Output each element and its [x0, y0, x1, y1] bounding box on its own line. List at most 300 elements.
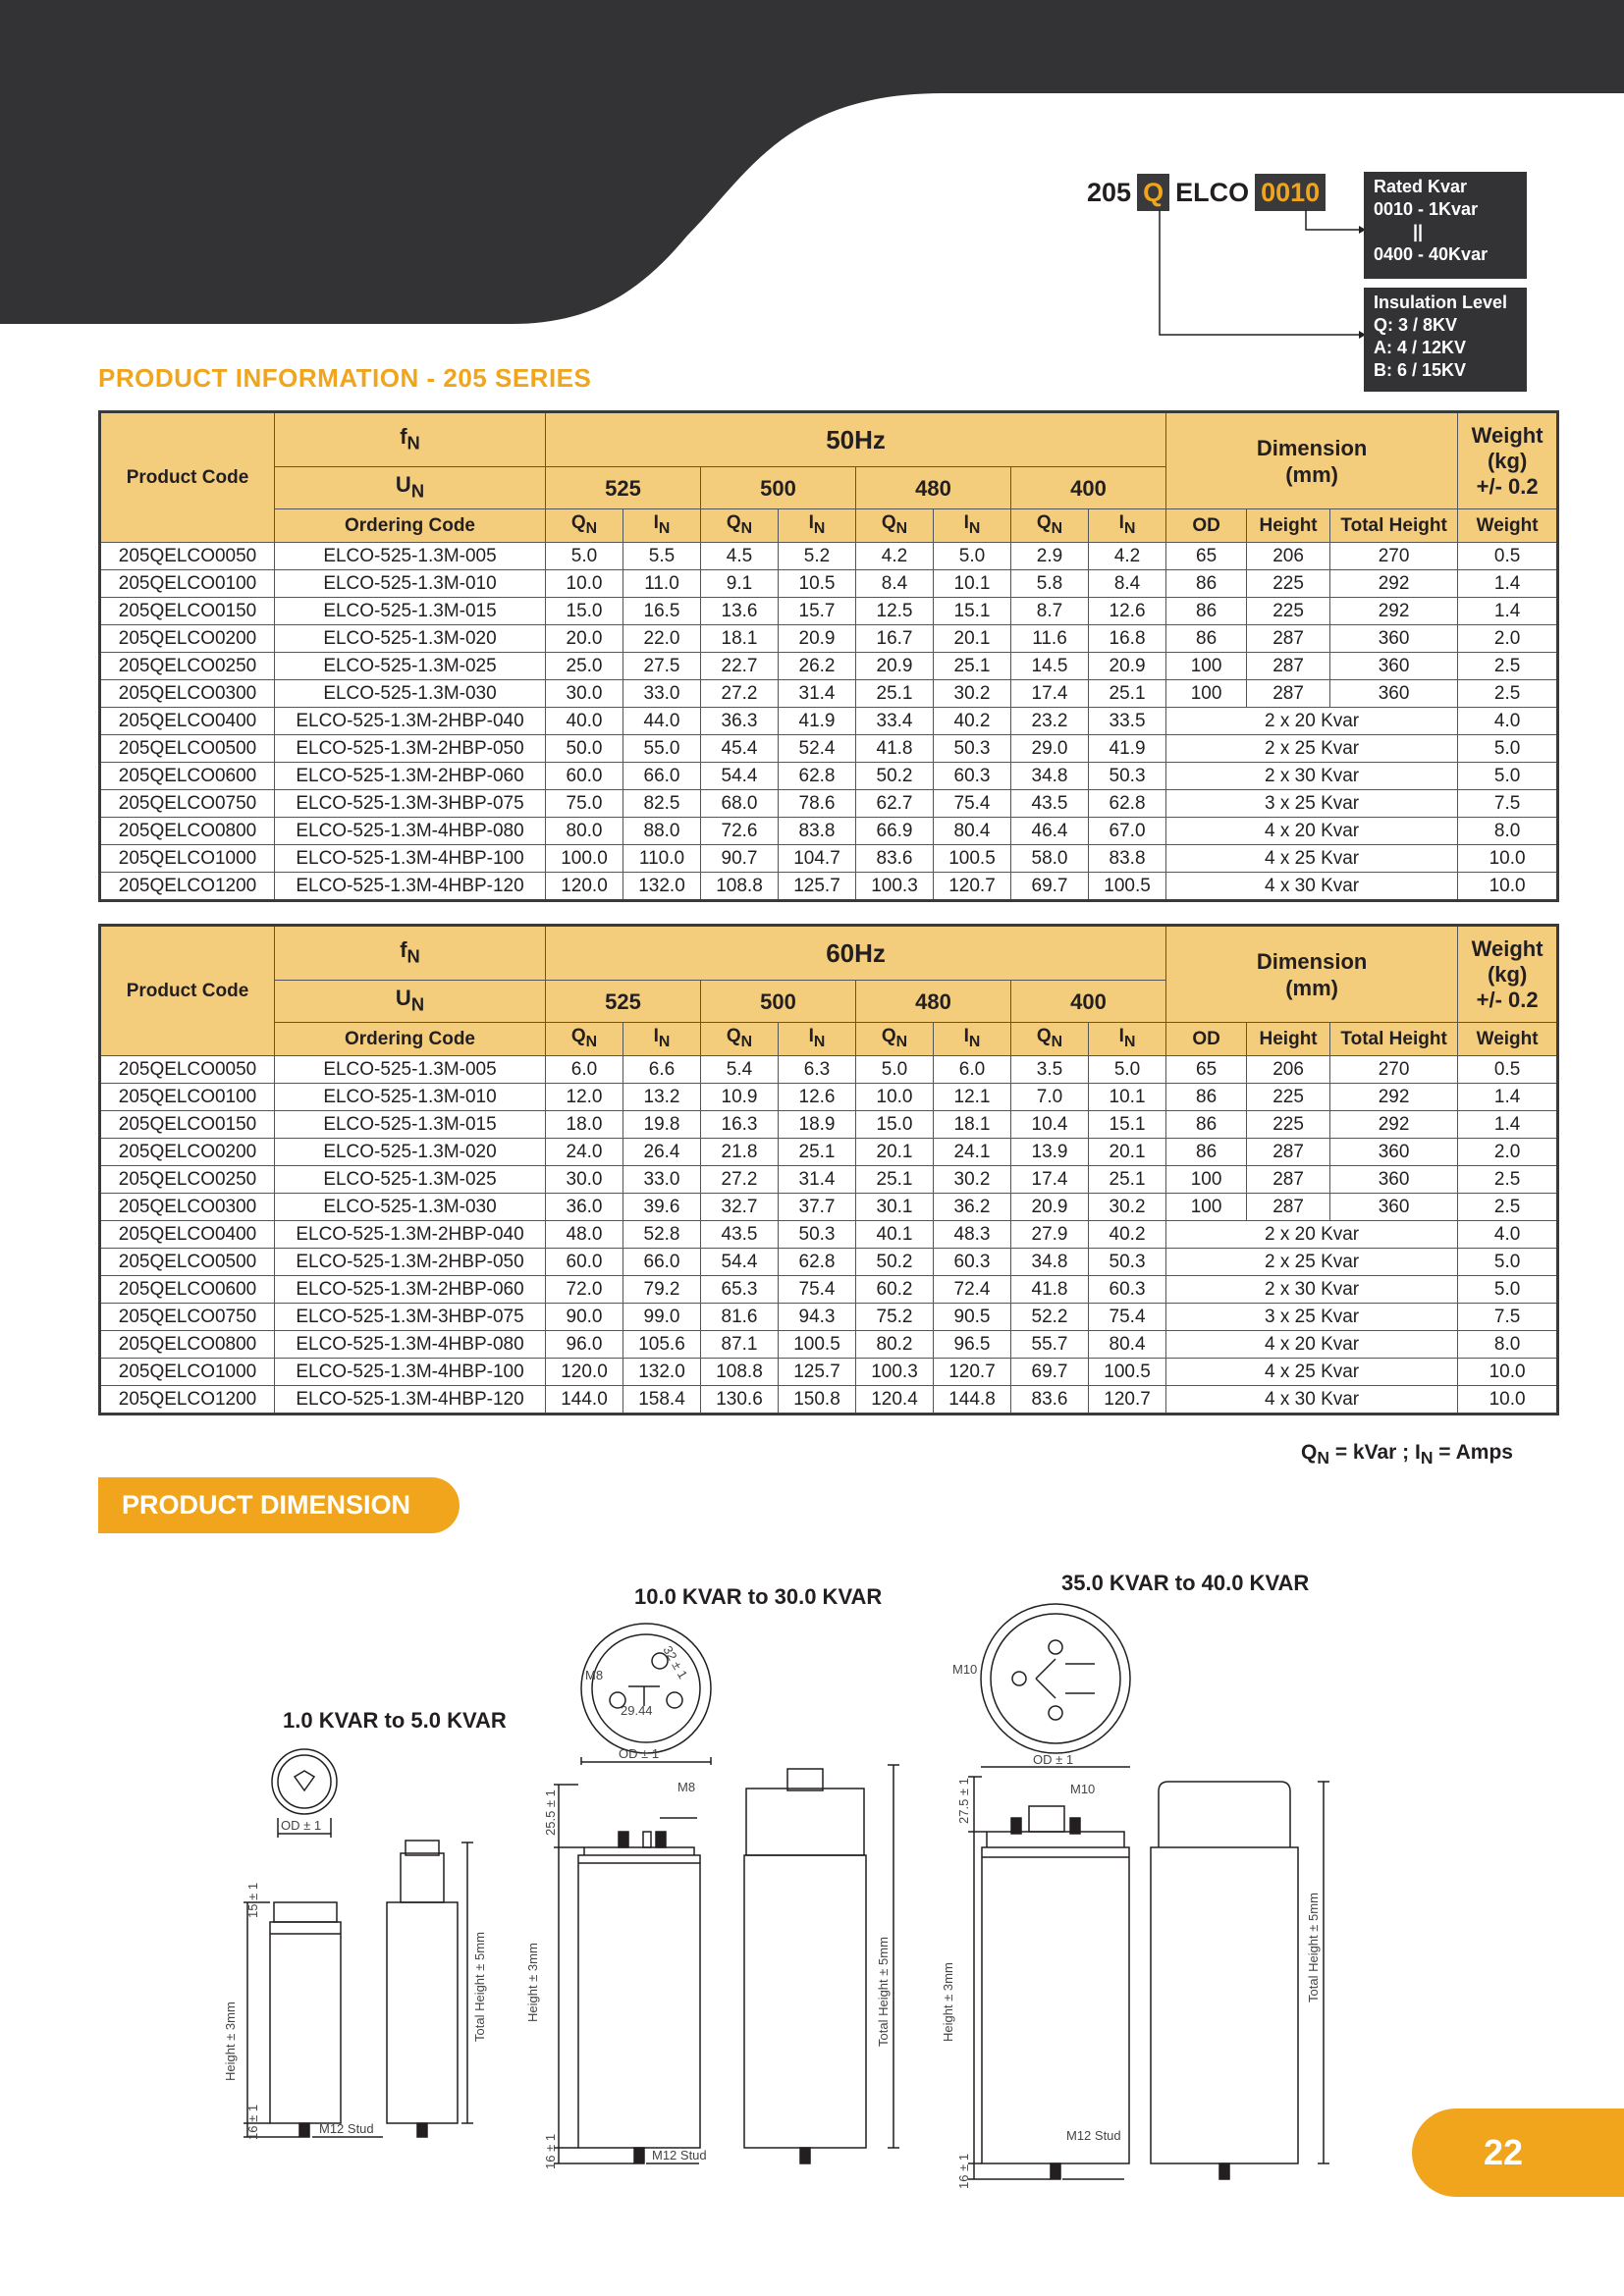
table-cell: ELCO-525-1.3M-2HBP-060	[275, 762, 546, 789]
table-cell: 360	[1330, 1138, 1458, 1165]
table-cell: ELCO-525-1.3M-2HBP-050	[275, 1248, 546, 1275]
table-cell: 60.3	[1089, 1275, 1166, 1303]
table-cell: 205QELCO1000	[100, 1358, 275, 1385]
table-cell: 2.0	[1458, 624, 1558, 652]
code-insulation-letter: Q	[1137, 174, 1169, 211]
table-cell: 69.7	[1011, 872, 1089, 900]
table-cell: 10.9	[701, 1083, 779, 1110]
insulation-q: Q: 3 / 8KV	[1374, 315, 1458, 335]
table-cell: 37.7	[779, 1193, 856, 1220]
table-cell: 205QELCO0600	[100, 762, 275, 789]
table-cell: 15.7	[779, 597, 856, 624]
frequency-header: 50Hz	[546, 412, 1166, 467]
table-cell: 144.0	[546, 1385, 623, 1414]
dimension-header	[1166, 926, 1458, 1023]
code-series: ELCO	[1175, 178, 1250, 207]
table-cell: 14.5	[1011, 652, 1089, 679]
table-cell: 18.0	[546, 1110, 623, 1138]
table-row	[100, 1110, 1558, 1138]
table-cell: 19.8	[623, 1110, 701, 1138]
table-cell: 144.8	[934, 1385, 1011, 1414]
table-cell: 287	[1247, 1165, 1330, 1193]
table-cell: 15.1	[934, 597, 1011, 624]
table-cell: 4.5	[701, 542, 779, 569]
table-cell: 20.1	[934, 624, 1011, 652]
table-cell: 18.9	[779, 1110, 856, 1138]
un-header-sub: N	[410, 993, 425, 1015]
table-cell: 100.3	[856, 1358, 934, 1385]
table-cell: 86	[1166, 624, 1247, 652]
table-cell: 75.4	[779, 1275, 856, 1303]
table-cell: 55.7	[1011, 1330, 1089, 1358]
qn-header-sub: N	[895, 1033, 908, 1050]
table-cell: 26.2	[779, 652, 856, 679]
table-cell: 41.8	[856, 734, 934, 762]
table-cell: 100.5	[1089, 872, 1166, 900]
table-cell: 12.0	[546, 1083, 623, 1110]
table-cell: 132.0	[623, 872, 701, 900]
table-cell: 4 x 20 Kvar	[1166, 817, 1458, 844]
table-cell: 292	[1330, 597, 1458, 624]
mid-m8-side-label: M8	[677, 1780, 696, 1794]
weight-header-1: (kg)	[1487, 448, 1528, 473]
in-header-sub: N	[1123, 1033, 1136, 1050]
in-header	[934, 509, 1011, 543]
in-header-symbol: I	[963, 512, 969, 533]
voltage-header: 480	[856, 467, 1011, 509]
fn-header-sub: N	[406, 432, 420, 454]
large-total-height-label: Total Height ± 5mm	[1306, 1893, 1321, 2002]
product-dimension-title: PRODUCT DIMENSION	[98, 1477, 460, 1533]
table-cell: 105.6	[623, 1330, 701, 1358]
insulation-b: B: 6 / 15KV	[1374, 360, 1467, 380]
table-cell: 10.0	[1458, 1385, 1558, 1414]
table-cell: 46.4	[1011, 817, 1089, 844]
table-cell: 25.1	[934, 652, 1011, 679]
qn-header-symbol: Q	[1036, 1026, 1052, 1046]
table-cell: ELCO-525-1.3M-4HBP-120	[275, 1385, 546, 1414]
in-header-symbol: I	[653, 512, 659, 533]
voltage-header: 525	[546, 981, 701, 1023]
code-rating: 0010	[1255, 174, 1326, 211]
large-top-view	[981, 1604, 1130, 1753]
table-cell: 22.0	[623, 624, 701, 652]
table-cell: 78.6	[779, 789, 856, 817]
in-header-sub: N	[968, 1033, 981, 1050]
weight-header	[1458, 926, 1558, 1023]
table-cell: 2.5	[1458, 1193, 1558, 1220]
table-cell: 11.6	[1011, 624, 1089, 652]
table-cell: 8.0	[1458, 1330, 1558, 1358]
table-cell: 2.5	[1458, 652, 1558, 679]
table-cell: 100	[1166, 1165, 1247, 1193]
large-16-label: 16 ± 1	[956, 2153, 971, 2189]
table-row	[100, 597, 1558, 624]
table-cell: 4 x 25 Kvar	[1166, 1358, 1458, 1385]
qn-header-symbol: Q	[726, 1026, 741, 1046]
table-cell: 205QELCO0750	[100, 1303, 275, 1330]
table-cell: 40.1	[856, 1220, 934, 1248]
table-cell: 30.0	[546, 1165, 623, 1193]
fn-header-symbol: f	[400, 424, 407, 450]
voltage-header: 400	[1011, 981, 1166, 1023]
table-cell: 4 x 30 Kvar	[1166, 1385, 1458, 1414]
height-header: Height	[1247, 509, 1330, 543]
table-cell: 205QELCO0100	[100, 569, 275, 597]
table-cell: 4 x 25 Kvar	[1166, 844, 1458, 872]
table-cell: 25.0	[546, 652, 623, 679]
table-cell: 6.0	[546, 1055, 623, 1083]
in-header	[779, 509, 856, 543]
mid-total-height-label: Total Height ± 5mm	[876, 1937, 891, 2047]
table-cell: 8.4	[1089, 569, 1166, 597]
table-cell: ELCO-525-1.3M-030	[275, 679, 546, 707]
table-cell: 205QELCO1200	[100, 1385, 275, 1414]
table-cell: ELCO-525-1.3M-4HBP-120	[275, 872, 546, 900]
un-header	[275, 467, 546, 509]
table-cell: 205QELCO0200	[100, 624, 275, 652]
table-cell: 2.0	[1458, 1138, 1558, 1165]
table-cell: 50.2	[856, 762, 934, 789]
table-cell: 120.0	[546, 872, 623, 900]
table-cell: 69.7	[1011, 1358, 1089, 1385]
table-cell: 5.0	[934, 542, 1011, 569]
table-row	[100, 789, 1558, 817]
table-cell: 86	[1166, 1083, 1247, 1110]
table-row	[100, 542, 1558, 569]
units-i: I	[1414, 1441, 1421, 1464]
table-cell: 83.8	[1089, 844, 1166, 872]
table-cell: 20.9	[779, 624, 856, 652]
rated-kvar-min: 0010 - 1Kvar	[1374, 199, 1479, 219]
table-row	[100, 569, 1558, 597]
table-cell: 1.4	[1458, 1110, 1558, 1138]
table-cell: 26.4	[623, 1138, 701, 1165]
table-cell: ELCO-525-1.3M-2HBP-040	[275, 1220, 546, 1248]
table-cell: 225	[1247, 569, 1330, 597]
mid-body-total	[744, 1855, 866, 2148]
table-cell: 50.3	[779, 1220, 856, 1248]
in-header-sub: N	[813, 1033, 826, 1050]
table-cell: 60.3	[934, 762, 1011, 789]
table-cell: 108.8	[701, 1358, 779, 1385]
dimension-title: Dimension	[1256, 435, 1368, 460]
table-row	[100, 1248, 1558, 1275]
table-cell: 3 x 25 Kvar	[1166, 789, 1458, 817]
large-height-label: Height ± 3mm	[941, 1962, 955, 2042]
table-cell: 30.0	[546, 679, 623, 707]
table-cell: 41.9	[1089, 734, 1166, 762]
table-cell: 52.2	[1011, 1303, 1089, 1330]
ordering-code-header: Ordering Code	[275, 509, 546, 543]
table-cell: 5.0	[1089, 1055, 1166, 1083]
table-cell: 12.1	[934, 1083, 1011, 1110]
table-cell: 110.0	[623, 844, 701, 872]
table-cell: 4.0	[1458, 707, 1558, 734]
table-cell: 5.2	[779, 542, 856, 569]
table-row	[100, 762, 1558, 789]
mid-32-label: 32 ± 1	[660, 1643, 691, 1682]
table-cell: 16.3	[701, 1110, 779, 1138]
table-row	[100, 1385, 1558, 1414]
table-cell: 25.1	[856, 1165, 934, 1193]
table-cell: 34.8	[1011, 1248, 1089, 1275]
table-cell: 360	[1330, 1165, 1458, 1193]
in-header-sub: N	[658, 519, 671, 537]
in-header	[623, 1023, 701, 1056]
large-m10-side-label: M10	[1070, 1782, 1096, 1796]
table-cell: ELCO-525-1.3M-010	[275, 1083, 546, 1110]
table-row	[100, 624, 1558, 652]
table-cell: 45.4	[701, 734, 779, 762]
table-cell: 27.5	[623, 652, 701, 679]
table-cell: 6.6	[623, 1055, 701, 1083]
mid-top-view	[581, 1624, 711, 1753]
table-row	[100, 1358, 1558, 1385]
qn-header-sub: N	[895, 519, 908, 537]
in-header	[623, 509, 701, 543]
total-height-header: Total Height	[1330, 1023, 1458, 1056]
qn-header	[1011, 1023, 1089, 1056]
qn-header-symbol: Q	[570, 1026, 586, 1046]
table-cell: 10.0	[856, 1083, 934, 1110]
table-row	[100, 652, 1558, 679]
table-cell: 25.1	[1089, 679, 1166, 707]
table-cell: 205QELCO0050	[100, 1055, 275, 1083]
table-cell: 13.9	[1011, 1138, 1089, 1165]
table-cell: 11.0	[623, 569, 701, 597]
table-cell: 100	[1166, 652, 1247, 679]
od-header: OD	[1166, 509, 1247, 543]
table-cell: 60.0	[546, 1248, 623, 1275]
table-cell: 94.3	[779, 1303, 856, 1330]
ordering-code-header: Ordering Code	[275, 1023, 546, 1056]
od-header: OD	[1166, 1023, 1247, 1056]
table-cell: 31.4	[779, 679, 856, 707]
drawing-label-small: 1.0 KVAR to 5.0 KVAR	[283, 1708, 507, 1733]
table-row	[100, 1303, 1558, 1330]
units-q-sub: N	[1317, 1448, 1329, 1468]
table-cell: 270	[1330, 542, 1458, 569]
table-row	[100, 1165, 1558, 1193]
table-cell: 270	[1330, 1055, 1458, 1083]
table-cell: 108.8	[701, 872, 779, 900]
table-cell: 50.3	[1089, 1248, 1166, 1275]
table-cell: 4.2	[856, 542, 934, 569]
table-cell: 205QELCO1200	[100, 872, 275, 900]
table-cell: 66.9	[856, 817, 934, 844]
table-cell: 5.4	[701, 1055, 779, 1083]
table-cell: 3.5	[1011, 1055, 1089, 1083]
table-cell: 96.0	[546, 1330, 623, 1358]
spec-table-50hz	[98, 410, 1559, 902]
table-cell: ELCO-525-1.3M-2HBP-060	[275, 1275, 546, 1303]
table-cell: 5.8	[1011, 569, 1089, 597]
table-cell: 40.0	[546, 707, 623, 734]
table-cell: 12.5	[856, 597, 934, 624]
table-cell: 86	[1166, 1138, 1247, 1165]
fn-header	[275, 926, 546, 981]
table-cell: 88.0	[623, 817, 701, 844]
table-cell: 205QELCO0500	[100, 734, 275, 762]
table-cell: 205QELCO0750	[100, 789, 275, 817]
table-cell: 80.4	[1089, 1330, 1166, 1358]
table-cell: 25.1	[856, 679, 934, 707]
small-16-label: 16 ± 1	[245, 2104, 260, 2140]
table-cell: 100.5	[1089, 1358, 1166, 1385]
table-cell: 15.0	[856, 1110, 934, 1138]
table-cell: ELCO-525-1.3M-020	[275, 624, 546, 652]
table-cell: 21.8	[701, 1138, 779, 1165]
qn-header	[1011, 509, 1089, 543]
table-cell: 20.9	[856, 652, 934, 679]
table-cell: 80.0	[546, 817, 623, 844]
mid-25-label: 25.5 ± 1	[543, 1789, 558, 1836]
table-cell: 0.5	[1458, 542, 1558, 569]
table-cell: 80.2	[856, 1330, 934, 1358]
units-i-eq: = Amps	[1433, 1441, 1513, 1464]
table-cell: 17.4	[1011, 1165, 1089, 1193]
spec-table-60hz	[98, 924, 1559, 1415]
table-cell: 30.2	[934, 1165, 1011, 1193]
table-cell: 360	[1330, 624, 1458, 652]
fn-header-sub: N	[406, 945, 420, 967]
table-cell: 5.0	[1458, 734, 1558, 762]
table-cell: ELCO-525-1.3M-025	[275, 652, 546, 679]
page-number: 22	[1412, 2109, 1624, 2197]
in-header-symbol: I	[963, 1026, 969, 1046]
table-cell: 13.6	[701, 597, 779, 624]
table-cell: 292	[1330, 569, 1458, 597]
in-header-sub: N	[658, 1033, 671, 1050]
table-cell: 72.4	[934, 1275, 1011, 1303]
table-cell: 10.1	[934, 569, 1011, 597]
table-cell: 100.5	[934, 844, 1011, 872]
table-cell: 18.1	[934, 1110, 1011, 1138]
table-cell: 120.7	[1089, 1385, 1166, 1414]
large-od-label: OD ± 1	[1033, 1752, 1074, 1767]
weight-header-0: Weight	[1471, 935, 1543, 961]
table-cell: 125.7	[779, 872, 856, 900]
table-cell: ELCO-525-1.3M-2HBP-040	[275, 707, 546, 734]
table-cell: 120.4	[856, 1385, 934, 1414]
table-cell: 30.1	[856, 1193, 934, 1220]
table-cell: 62.8	[779, 1248, 856, 1275]
insulation-a: A: 4 / 12KV	[1374, 338, 1467, 357]
table-cell: 27.9	[1011, 1220, 1089, 1248]
table-cell: 4 x 30 Kvar	[1166, 872, 1458, 900]
small-top-view	[272, 1749, 337, 1814]
weight-header-1: (kg)	[1487, 961, 1528, 987]
table-cell: 36.3	[701, 707, 779, 734]
dimension-drawings	[0, 1590, 1375, 2277]
dimension-unit: (mm)	[1285, 975, 1338, 1000]
table-row	[100, 1275, 1558, 1303]
table-cell: 75.2	[856, 1303, 934, 1330]
table-cell: 205QELCO0250	[100, 1165, 275, 1193]
table-cell: 72.0	[546, 1275, 623, 1303]
table-cell: 292	[1330, 1083, 1458, 1110]
table-cell: 100.5	[779, 1330, 856, 1358]
table-cell: ELCO-525-1.3M-4HBP-100	[275, 844, 546, 872]
table-cell: 205QELCO0600	[100, 1275, 275, 1303]
product-code-header: Product Code	[100, 412, 275, 543]
table-cell: ELCO-525-1.3M-020	[275, 1138, 546, 1165]
table-cell: 158.4	[623, 1385, 701, 1414]
table-cell: 72.6	[701, 817, 779, 844]
table-cell: 4 x 20 Kvar	[1166, 1330, 1458, 1358]
table-cell: 31.4	[779, 1165, 856, 1193]
in-header-sub: N	[813, 519, 826, 537]
table-cell: 205QELCO0150	[100, 597, 275, 624]
table-cell: 2 x 20 Kvar	[1166, 707, 1458, 734]
in-header	[1089, 1023, 1166, 1056]
table-cell: 225	[1247, 1083, 1330, 1110]
table-cell: 205QELCO0300	[100, 1193, 275, 1220]
in-header-sub: N	[1123, 519, 1136, 537]
table-cell: 205QELCO0300	[100, 679, 275, 707]
table-row	[100, 1330, 1558, 1358]
table-cell: 41.8	[1011, 1275, 1089, 1303]
table-cell: 29.0	[1011, 734, 1089, 762]
table-row	[100, 844, 1558, 872]
table-cell: 2.5	[1458, 679, 1558, 707]
table-cell: 83.6	[856, 844, 934, 872]
qn-header	[856, 509, 934, 543]
table-cell: 4.2	[1089, 542, 1166, 569]
table-cell: 83.8	[779, 817, 856, 844]
large-27-label: 27.5 ± 1	[956, 1778, 971, 1824]
table-cell: 83.6	[1011, 1385, 1089, 1414]
drawing-label-large: 35.0 KVAR to 40.0 KVAR	[1061, 1571, 1310, 1595]
table-cell: 100	[1166, 1193, 1247, 1220]
table-cell: 30.2	[934, 679, 1011, 707]
table-cell: 7.5	[1458, 1303, 1558, 1330]
qn-header	[701, 509, 779, 543]
units-q-eq: = kVar ;	[1328, 1441, 1415, 1464]
mid-m8-label: M8	[585, 1668, 604, 1682]
qn-header-sub: N	[585, 519, 598, 537]
rated-kvar-sep: ||	[1413, 222, 1424, 241]
table-cell: 100.3	[856, 872, 934, 900]
fn-header	[275, 412, 546, 467]
table-cell: 87.1	[701, 1330, 779, 1358]
table-cell: 205QELCO0500	[100, 1248, 275, 1275]
table-cell: 104.7	[779, 844, 856, 872]
small-height-label: Height ± 3mm	[223, 2002, 238, 2081]
table-row	[100, 872, 1558, 900]
table-row	[100, 707, 1558, 734]
table-cell: 5.0	[1458, 1275, 1558, 1303]
table-cell: 68.0	[701, 789, 779, 817]
in-header-symbol: I	[808, 1026, 814, 1046]
small-stud-label: M12 Stud	[319, 2121, 374, 2136]
table-cell: 205QELCO0800	[100, 817, 275, 844]
table-row	[100, 1193, 1558, 1220]
mid-od-label: OD ± 1	[619, 1746, 660, 1761]
table-cell: 10.0	[1458, 844, 1558, 872]
table-cell: 10.1	[1089, 1083, 1166, 1110]
qn-header-symbol: Q	[726, 512, 741, 533]
qn-header	[546, 509, 623, 543]
table-cell: 67.0	[1089, 817, 1166, 844]
insulation-level-box	[1364, 288, 1527, 392]
table-cell: 20.1	[856, 1138, 934, 1165]
table-cell: 205QELCO0050	[100, 542, 275, 569]
weight-subheader: Weight	[1458, 509, 1558, 543]
table-cell: 33.0	[623, 1165, 701, 1193]
table-cell: 7.5	[1458, 789, 1558, 817]
